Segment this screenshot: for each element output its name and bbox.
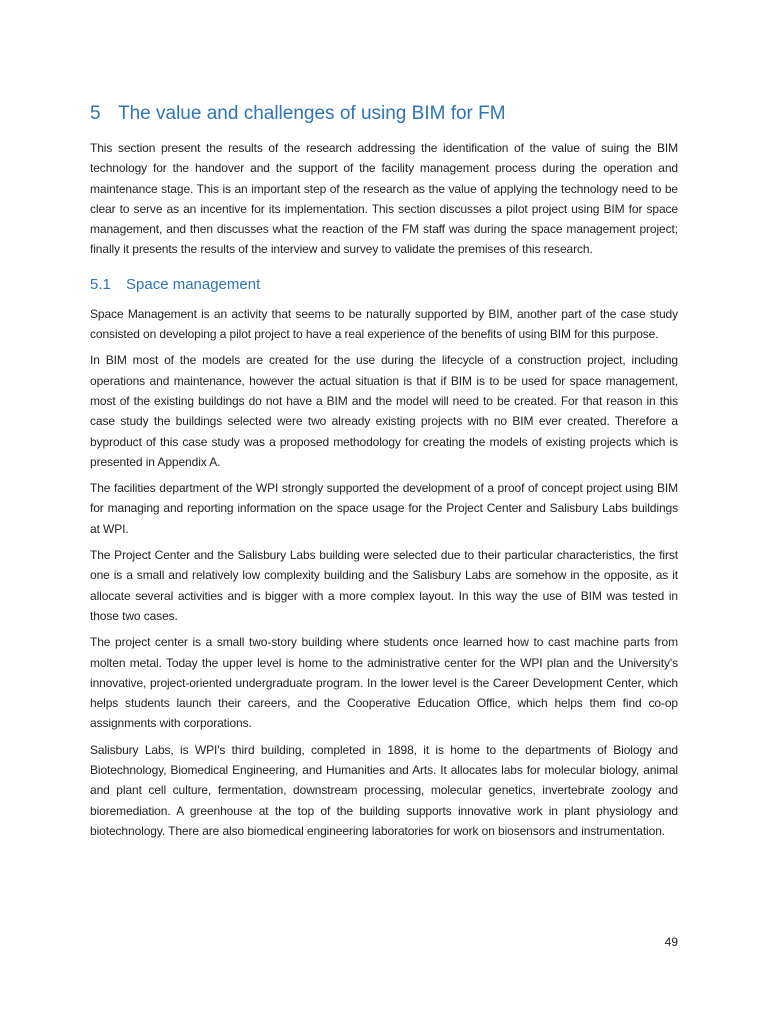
body-paragraph: The project center is a small two-story building where students once learned how to cast machine parts from molten metal. Today the upper level is home to the administrative center for the WPI plan and the University's innovative, project-oriented undergraduate program. In the lower level is the Career Development Center, which helps students launch their careers, and the Cooperative Education Office, which helps them find co-op assignments with corporations.: [90, 635, 678, 731]
page-number: 49: [664, 935, 678, 949]
subsection-number: 5.1: [90, 275, 111, 293]
section-intro-paragraph: This section present the results of the research addressing the identification of the value of suing the BIM technology for the handover and the support of the facility management process during the operation and maintenance stage. This is an important step of the research as the value of applying the technology need to be clear to serve as an incentive for its implementation. This section discusses a pilot project using BIM for space management, and then discusses what the reaction of the FM staff was during the space management project; finally it presents the results of the interview and survey to validate the premises of this research.: [90, 141, 678, 257]
body-paragraph: In BIM most of the models are created for the use during the lifecycle of a construction project, including operations and maintenance, however the actual situation is that if BIM is to be used for space management, most of the existing buildings do not have a BIM and the model will need to be created. For that reason in this case study the buildings selected were two already existing projects with no BIM ever created. Therefore a byproduct of this case study was a proposed methodology for creating the models of existing projects which is presented in Appendix A.: [90, 353, 678, 469]
body-paragraph: The facilities department of the WPI strongly supported the development of a proof of concept project using BIM for managing and reporting information on the space usage for the Project Center and Salisbury Labs buildings at WPI.: [90, 481, 678, 536]
document-page: [90, 100, 678, 847]
subsection-heading: [90, 274, 678, 296]
section-number: 5: [90, 103, 101, 124]
section-heading: [90, 100, 678, 128]
section-title: The value and challenges of using BIM for FM: [118, 103, 506, 124]
body-paragraph: The Project Center and the Salisbury Labs building were selected due to their particular characteristics, the first one is a small and relatively low complexity building and the Salisbury Labs are somehow in the opposite, as it allocate several activities and is bigger with a more complex layout. In this way the use of BIM was tested in those two cases.: [90, 548, 678, 623]
body-paragraph: Salisbury Labs, is WPI's third building, completed in 1898, it is home to the departments of Biology and Biotechnology, Biomedical Engineering, and Humanities and Arts. It allocates labs for molecular biology, animal and plant cell culture, fermentation, downstream processing, molecular genetics, invertebrate zoology and bioremediation. A greenhouse at the top of the building supports innovative work in plant physiology and biotechnology. There are also biomedical engineering laboratories for work on biosensors and instrumentation.: [90, 742, 678, 838]
subsection-title: Space management: [126, 275, 261, 293]
body-paragraph: Space Management is an activity that seems to be naturally supported by BIM, another part of the case study consisted on developing a pilot project to have a real experience of the benefits of using BIM for this purpose.: [90, 306, 678, 342]
